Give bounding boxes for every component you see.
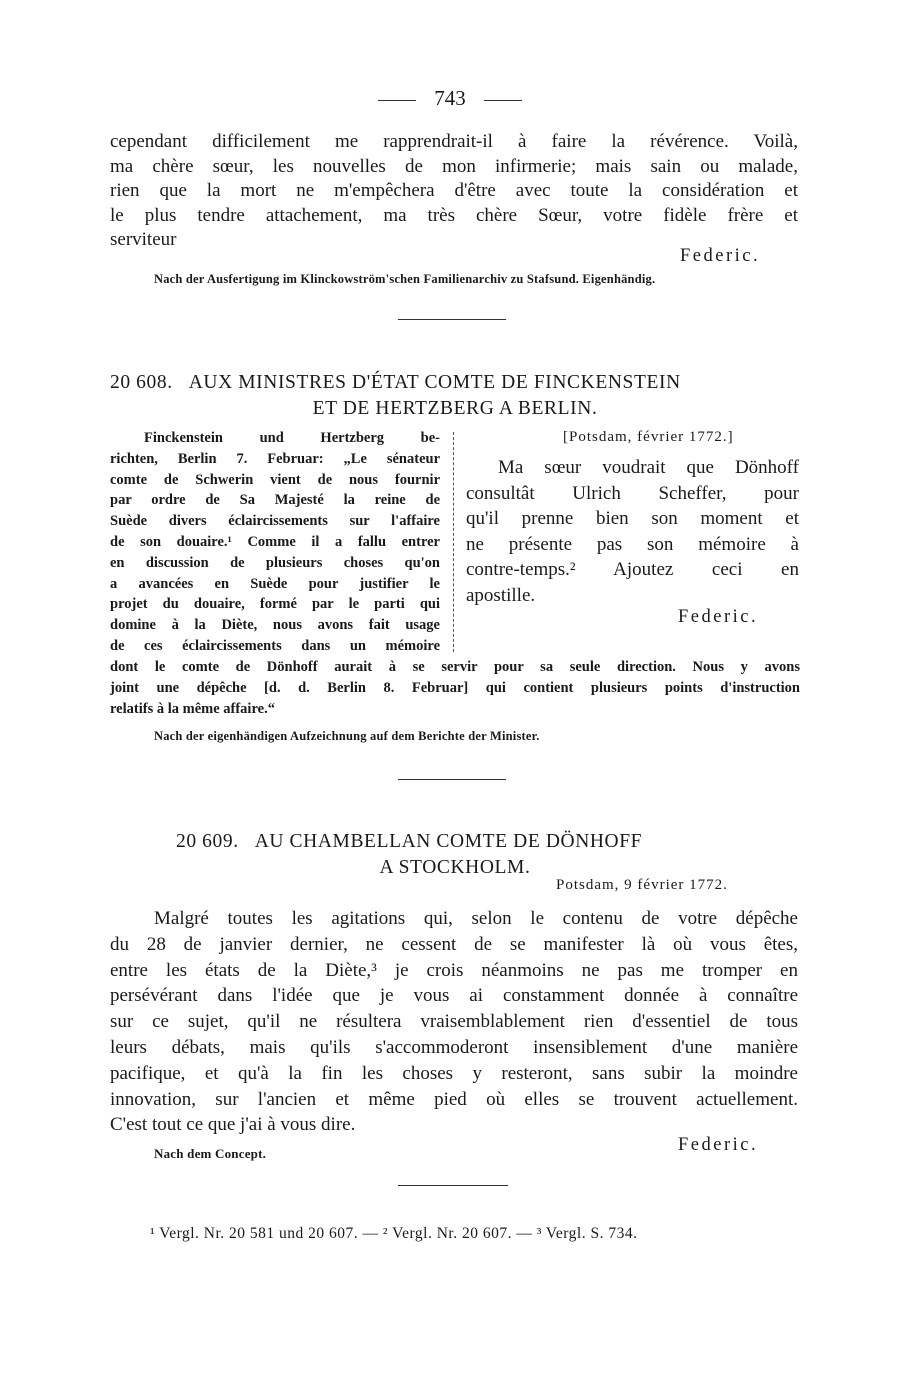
letter-heading-line2: A STOCKHOLM. <box>379 857 531 878</box>
text-line: C'est tout ce que j'ai à vous dire. <box>110 1114 356 1136</box>
text-line: comte de Schwerin vient de nous fournir <box>110 471 440 488</box>
letter-number: 20 609. <box>176 831 239 852</box>
letter-number: 20 608. <box>110 372 173 393</box>
letter-heading-line1: AU CHAMBELLAN COMTE DE DÖNHOFF <box>254 831 643 852</box>
section-divider <box>398 779 506 780</box>
report-excerpt-continuation <box>110 657 800 719</box>
text-line: qu'il prenne bien son moment et <box>466 508 799 529</box>
letter-body <box>110 906 798 1138</box>
letter-date: [Potsdam, février 1772.] <box>563 429 734 445</box>
text-line: contre-temps.² Ajoutez ceci en <box>466 559 799 580</box>
letter-heading-line2: ET DE HERTZBERG A BERLIN. <box>312 398 598 419</box>
text-line: en discussion de plusieurs choses qu'on <box>110 554 440 571</box>
text-line: relatifs à la même affaire.“ <box>110 700 275 717</box>
letter-heading <box>110 370 800 395</box>
text-line: innovation, sur l'ancien et même pied où elles se trouvent actuellement. <box>110 1088 798 1110</box>
letter-heading-line1: AUX MINISTRES D'ÉTAT COMTE DE FINCKENSTEIN <box>188 372 681 393</box>
text-line: serviteur <box>110 229 177 250</box>
text-line: projet du douaire, formé par le parti qui <box>110 596 440 613</box>
text-line: richten, Berlin 7. Februar: „Le sénateur <box>110 450 440 467</box>
source-note: Nach der eigenhändigen Aufzeichnung auf dem Berichte der Minister. <box>154 729 540 743</box>
signature: Federic. <box>678 607 759 627</box>
text-line: entre les états de la Diète,³ je crois néanmoins ne pas me tromper en <box>110 959 798 981</box>
footnotes: ¹ Vergl. Nr. 20 581 und 20 607. — ² Vergl. Nr. 20 607. — ³ Vergl. S. 734. <box>150 1225 638 1242</box>
signature: Federic. <box>678 1135 759 1155</box>
text-line: dont le comte de Dönhoff aurait à se servir pour sa seule direction. Nous y avons <box>110 659 800 675</box>
page-number: 743 <box>434 86 466 110</box>
text-line: ma chère sœur, les nouvelles de mon infirmerie; mais sain ou malade, <box>110 155 798 177</box>
text-line: du 28 de janvier dernier, ne cessent de se manifester là où vous êtes, <box>110 933 798 955</box>
continuation-text <box>110 130 798 253</box>
section-divider <box>398 319 506 320</box>
text-line: pacifique, et qu'à la fin les choses y resteront, sans subir la moindre <box>110 1062 798 1084</box>
text-line: Finckenstein und Hertzberg be- <box>144 430 440 446</box>
text-line: ne présente pas son mémoire à <box>466 533 799 555</box>
source-note: Nach dem Concept. <box>154 1146 267 1161</box>
report-excerpt-column <box>110 428 440 657</box>
text-line: sur ce sujet, qu'il ne résultera vraisemblablement rien d'essentiel de tous <box>110 1011 798 1033</box>
section-divider <box>398 1185 508 1186</box>
text-line: rien que la mort ne m'empêchera d'être avec toute la considération et <box>110 180 798 201</box>
text-line: consultât Ulrich Scheffer, pour <box>466 482 799 504</box>
column-divider <box>453 432 454 652</box>
text-line: joint une dépêche [d. d. Berlin 8. Februar] qui contient plusieurs points d'instruction <box>110 679 800 696</box>
text-line: de son douaire.¹ Comme il a fallu entrer <box>110 533 440 550</box>
letter-date: Potsdam, 9 février 1772. <box>556 877 728 893</box>
text-line: de ces éclaircissements dans un mémoire <box>110 637 440 654</box>
text-line: Suède divers éclaircissements sur l'affaire <box>110 513 440 530</box>
text-line: a avancées en Suède pour justifier le <box>110 575 440 592</box>
text-line: domine à la Diète, nous avons fait usage <box>110 617 440 634</box>
text-line: leurs débats, mais qu'ils s'accommoderont insensiblement d'une manière <box>110 1036 798 1058</box>
letter-heading <box>176 829 642 854</box>
text-line: cependant difficilement me rapprendrait-il à faire la révérence. Voilà, <box>110 131 798 152</box>
text-line: apostille. <box>466 584 536 606</box>
signature: Federic. <box>680 246 761 266</box>
text-line: le plus tendre attachement, ma très chère Sœur, votre fidèle frère et <box>110 204 798 226</box>
text-line: Ma sœur voudrait que Dönhoff <box>498 457 799 478</box>
text-line: Malgré toutes les agitations qui, selon le contenu de votre dépêche <box>154 908 798 929</box>
page-number-dash-left <box>378 100 416 101</box>
page-number-row <box>0 86 900 111</box>
source-note: Nach der Ausfertigung im Klinckowström'schen Familienarchiv zu Stafsund. Eigenhändig. <box>154 272 656 286</box>
text-line: par ordre de Sa Majesté la reine de <box>110 492 440 509</box>
page-number-dash-right <box>484 100 522 101</box>
text-line: persévérant dans l'idée que je vous ai constamment donnée à connaître <box>110 985 798 1007</box>
resolution-text <box>466 455 799 608</box>
